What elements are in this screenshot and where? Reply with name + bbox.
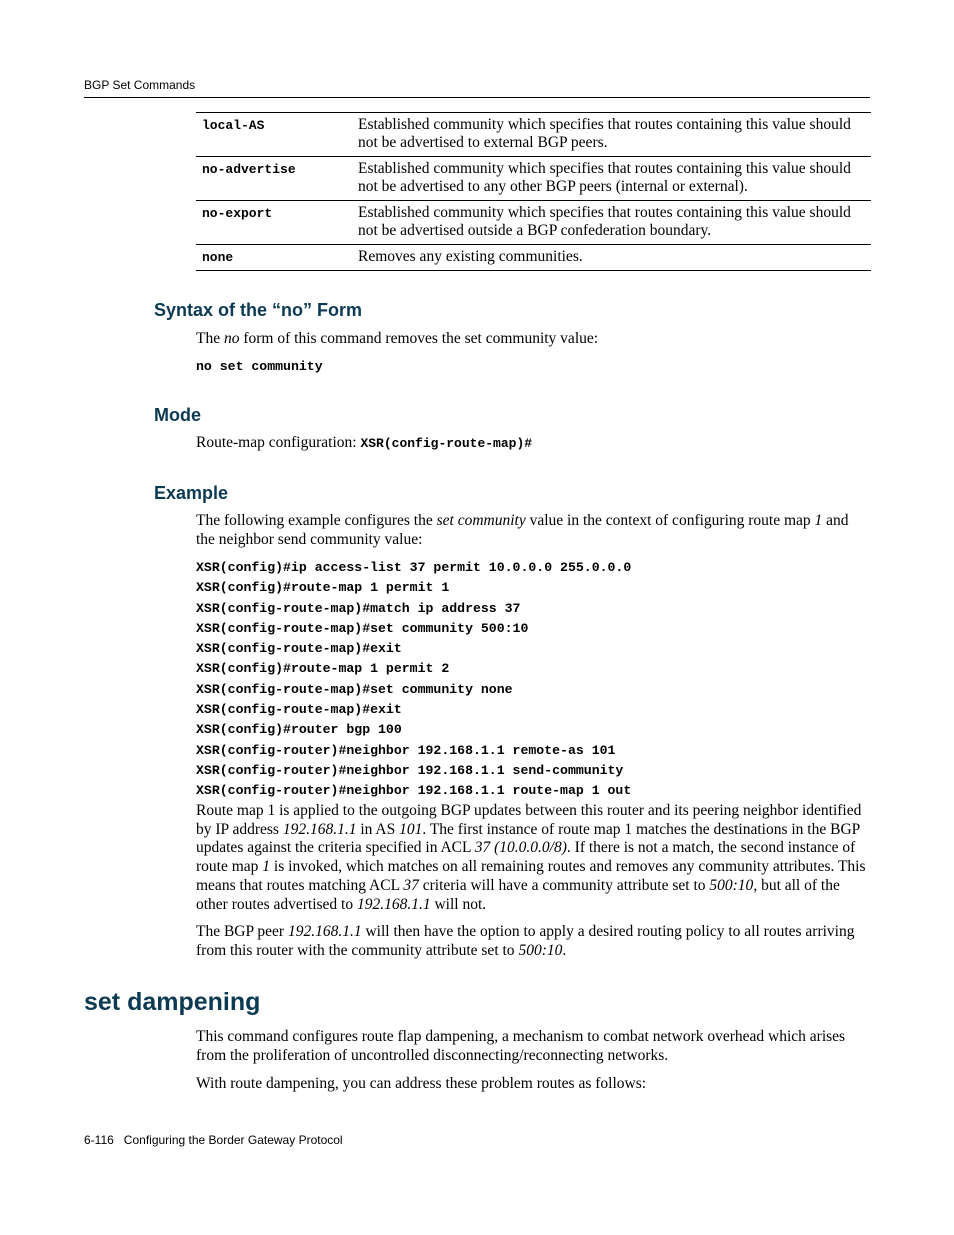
code-line: XSR(config-router)#neighbor 192.168.1.1 remote-as 101 (196, 742, 616, 758)
text-segment: . If there is not a match, the second instance of route map (196, 839, 856, 876)
text-segment: will then have the option to apply a desired routing policy to all routes arriving from this router with the community attribute set to (196, 923, 855, 959)
text-segment: . The first instance of route map 1 matches the destinations in the BGP updates against the criteria specified in ACL (196, 820, 860, 857)
syntax-no-command: no set community (196, 359, 323, 374)
code-line: XSR(config-route-map)#exit (196, 702, 402, 718)
mode-text-label: Route-map configuration: (196, 434, 361, 451)
example-intro-italic-2: 1 (814, 512, 823, 529)
table-term: no-export (196, 201, 358, 245)
text-segment: in AS (356, 820, 400, 838)
table-description: Established community which specifies that routes containing this value should not be advertised to any other BGP peers (internal or external). (358, 157, 871, 201)
page-footer: 6-116 Configuring the Border Gateway Protocol (84, 1133, 343, 1147)
text-segment: , but all of the other routes advertised to (196, 876, 840, 913)
code-line: XSR(config)#route-map 1 permit 2 (196, 661, 450, 677)
italic-text: 192.168.1.1 (356, 895, 431, 913)
example-intro-2: value in the context of configuring route map (525, 512, 815, 529)
text-segment: The BGP peer (196, 923, 288, 940)
header-rule (84, 97, 870, 98)
code-line: XSR(config-route-map)#match ip address 37 (196, 600, 521, 616)
table-term: no-advertise (196, 157, 358, 201)
italic-text: 101 (399, 820, 423, 838)
italic-text: 192.168.1.1 (287, 923, 362, 940)
example-intro (196, 512, 871, 549)
code-line: XSR(config-route-map)#exit (196, 641, 402, 657)
italic-text: 192.168.1.1 (282, 820, 357, 838)
italic-text: 500:10 (709, 876, 754, 894)
set-dampening-para-1: This command configures route flap dampening, a mechanism to combat network overhead which arises from the proliferation of uncontrolled disconnecting/reconnecting networks. (196, 1028, 846, 1064)
mode-heading: Mode (154, 405, 201, 425)
text-segment: . (562, 941, 567, 959)
text-segment: will not. (430, 895, 487, 913)
mode-prompt: XSR(config-route-map)# (360, 436, 533, 451)
table-term: none (196, 245, 358, 271)
example-intro-1: The following example configures the (196, 512, 437, 529)
italic-text: 37 (403, 876, 419, 894)
code-line: XSR(config)#ip access-list 37 permit 10.0.0.0 255.0.0.0 (196, 560, 632, 575)
set-dampening-heading: set dampening (84, 988, 261, 1016)
running-header: BGP Set Commands (84, 78, 196, 92)
code-line: XSR(config-router)#neighbor 192.168.1.1 route-map 1 out (196, 783, 632, 799)
example-peer-note (196, 923, 871, 960)
code-line: XSR(config)#router bgp 100 (196, 722, 402, 738)
code-line: XSR(config-route-map)#set community none (196, 681, 513, 697)
code-line: XSR(config-router)#neighbor 192.168.1.1 send-community (196, 762, 624, 778)
table-row (196, 201, 871, 245)
code-line: XSR(config-route-map)#set community 500:10 (196, 620, 529, 636)
parameters-table (196, 112, 871, 271)
syntax-no-text (196, 330, 871, 349)
text-segment: is invoked, which matches on all remaining routes and removes any community attributes. This means that routes matching ACL (196, 858, 866, 894)
italic-text: 37 (10.0.0.0/8) (474, 839, 567, 857)
code-line: XSR(config)#route-map 1 permit 1 (196, 580, 450, 596)
example-intro-3: and the neighbor send community value: (196, 512, 849, 548)
table-row (196, 157, 871, 201)
example-code-block (196, 558, 631, 802)
italic-text: 1 (262, 858, 271, 876)
table-row (196, 113, 871, 157)
syntax-no-heading: Syntax of the “no” Form (154, 300, 363, 320)
mode-text (196, 434, 871, 454)
syntax-no-text-before: The (196, 330, 224, 347)
table-term: local-AS (196, 113, 358, 157)
text-segment: Route map 1 is applied to the outgoing BGP updates between this router and its peering neighbor identified by IP address (196, 802, 862, 838)
text-segment: criteria will have a community attribute set to (418, 876, 710, 894)
example-explanation (196, 802, 871, 914)
example-intro-italic-1: set community (436, 512, 526, 529)
table-description: Established community which specifies that routes containing this value should not be advertised to external BGP peers. (358, 113, 871, 157)
table-description: Established community which specifies that routes containing this value should not be advertised outside a BGP confederation boundary. (358, 201, 871, 245)
example-heading: Example (154, 483, 229, 503)
italic-text: 500:10 (518, 941, 563, 959)
table-description: Removes any existing communities. (358, 245, 871, 271)
syntax-no-text-after: form of this command removes the set community value: (239, 330, 599, 347)
syntax-no-text-italic: no (223, 330, 240, 347)
set-dampening-para-2: With route dampening, you can address these problem routes as follows: (196, 1075, 647, 1092)
table-row (196, 245, 871, 271)
parameters-table-body (196, 113, 871, 271)
